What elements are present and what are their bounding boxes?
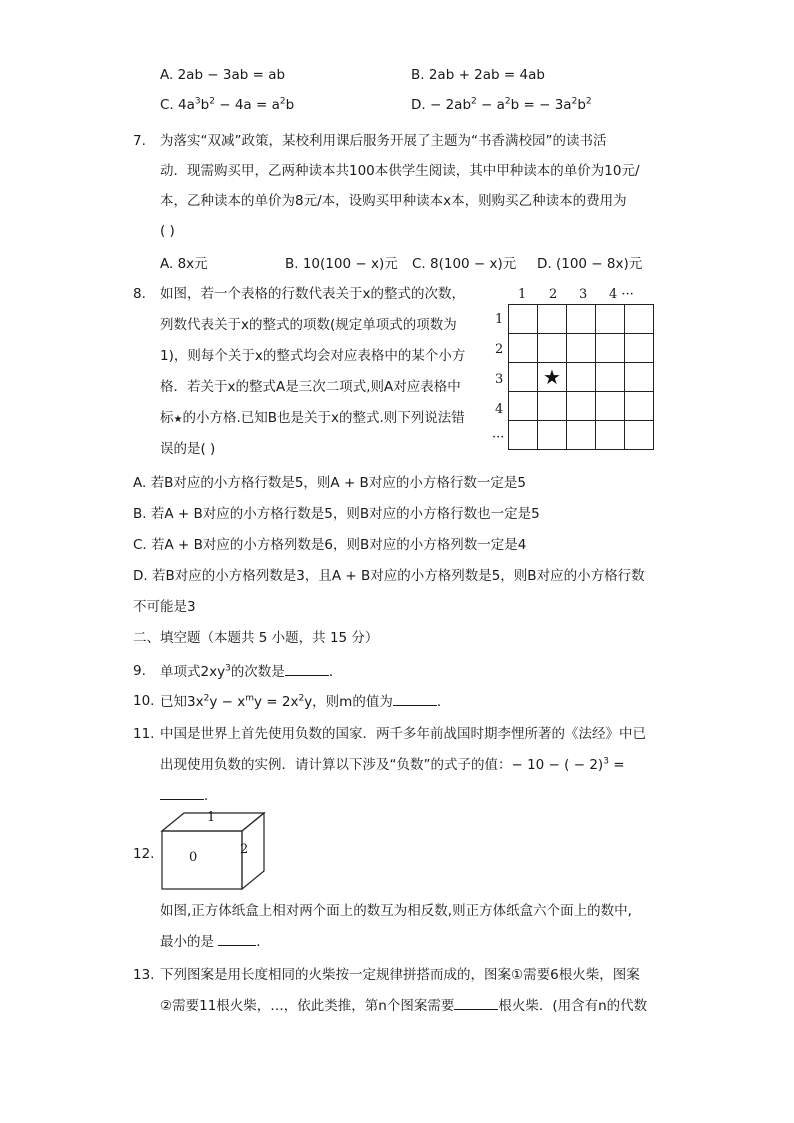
q9-number: 9. bbox=[133, 663, 146, 679]
q8-number: 8. bbox=[133, 286, 146, 302]
q7-option-c: C. 8(100 − x)元 bbox=[412, 256, 517, 272]
grid-cell bbox=[566, 362, 596, 392]
q12-line: 如图,正方体纸盒上相对两个面上的数互为相反数,则正方体纸盒六个面上的数中, bbox=[160, 903, 632, 919]
q8-option-c: C. 若A + B对应的小方格列数是6，则B对应的小方格列数一定是4 bbox=[133, 537, 527, 553]
q7-option-d: D. (100 − 8x)元 bbox=[537, 256, 643, 272]
grid-row-label: 1 bbox=[495, 312, 504, 327]
grid-cell bbox=[624, 391, 654, 421]
q11-line: 中国是世界上首先使用负数的国家．两千多年前战国时期李悝所著的《法经》中已 bbox=[160, 726, 646, 742]
grid-col-label: 3 bbox=[579, 287, 588, 302]
q7-answer-paren: ( ) bbox=[160, 223, 175, 239]
grid-cell bbox=[595, 420, 625, 450]
q8-option-d: D. 若B对应的小方格列数是3，且A + B对应的小方格列数是5，则B对应的小方格行数 bbox=[133, 568, 645, 584]
section-title: 二、填空题（本题共 5 小题，共 15 分） bbox=[133, 630, 379, 646]
q6-option-a: A. 2ab − 3ab = ab bbox=[160, 67, 286, 83]
grid-row-label: 2 bbox=[495, 342, 504, 357]
grid-col-label: 4 ··· bbox=[609, 287, 634, 302]
grid-cell bbox=[537, 420, 567, 450]
grid-cell bbox=[508, 391, 538, 421]
answer-blank bbox=[285, 662, 329, 676]
answer-blank bbox=[218, 932, 256, 946]
q6-option-d: D. − $2ab^2 - a^2b$ = − $3a^2b^2$ bbox=[411, 96, 592, 113]
small-star-icon: ★ bbox=[173, 414, 183, 425]
q8-option-d-cont: 不可能是3 bbox=[133, 599, 196, 615]
q9-text: 单项式$2xy^3$的次数是 ． bbox=[160, 663, 343, 680]
grid-cell bbox=[537, 304, 567, 334]
q8-line: 如图，若一个表格的行数代表关于x的整式的次数， bbox=[160, 286, 465, 302]
answer-blank bbox=[160, 786, 204, 800]
q6-option-b: B. 2ab + 2ab = 4ab bbox=[411, 67, 545, 83]
grid-cell bbox=[624, 362, 654, 392]
q7-option-a: A. 8x元 bbox=[160, 256, 208, 272]
q6-option-c: C. $4a^3b^2 - 4a = a^2b$ bbox=[160, 96, 295, 113]
q12-line: 最小的是 ． bbox=[160, 934, 270, 950]
q13-line: 下列图案是用长度相同的火柴按一定规律拼搭而成的，图案①需要6根火柴，图案 bbox=[160, 967, 640, 983]
grid-cell bbox=[508, 333, 538, 363]
q11-line: 出现使用负数的实例．请计算以下涉及“负数”的式子的值：− 10 − ( − 2)$^3$ = bbox=[160, 756, 625, 773]
grid-row-label: 4 bbox=[495, 402, 504, 417]
q10-text: 已知$3x^2y - x^my = 2x^2y$，则m的值为 ． bbox=[160, 693, 451, 710]
q12-number: 12. bbox=[133, 846, 155, 862]
q7-line: 本，乙种读本的单价为8元/本，设购买甲种读本x本，则购买乙种读本的费用为 bbox=[160, 193, 627, 209]
star-icon: ★ bbox=[543, 365, 561, 389]
grid-cell bbox=[595, 333, 625, 363]
grid-row-label: 3 bbox=[495, 372, 504, 387]
q8-line: 1)，则每个关于x的整式均会对应表格中的某个小方 bbox=[160, 348, 466, 364]
answer-blank bbox=[454, 996, 498, 1010]
q7-line: 动．现需购买甲，乙两种读本共100本供学生阅读，其中甲种读本的单价为10元/ bbox=[160, 163, 640, 179]
grid-cell bbox=[624, 333, 654, 363]
grid-cell bbox=[566, 304, 596, 334]
grid-cell bbox=[508, 362, 538, 392]
grid-cell bbox=[595, 304, 625, 334]
q8-line: 误的是( ) bbox=[160, 441, 216, 457]
grid-cell bbox=[624, 420, 654, 450]
q8-line: 标★的小方格.已知B也是关于x的整式.则下列说法错 bbox=[160, 410, 465, 426]
grid-cell bbox=[508, 304, 538, 334]
q8-option-b: B. 若A + B对应的小方格行数是5，则B对应的小方格行数也一定是5 bbox=[133, 506, 540, 522]
grid-cell bbox=[566, 333, 596, 363]
q8-line: 列数代表关于x的整式的项数(规定单项式的项数为 bbox=[160, 317, 457, 333]
q8-line: 格．若关于x的整式A是三次二项式,则A对应表格中 bbox=[160, 379, 461, 395]
grid-cell bbox=[537, 362, 567, 392]
q13-line: ②需要11根火柴，…，依此类推，第n个图案需要 根火柴．(用含有n的代数 bbox=[160, 998, 648, 1014]
grid-row-label: ··· bbox=[492, 430, 505, 445]
q10-number: 10. bbox=[133, 693, 155, 709]
cube-right-face: 2 bbox=[240, 842, 249, 857]
q7-line: 为落实“双减”政策，某校利用课后服务开展了主题为“书香满校园”的读书活 bbox=[160, 133, 607, 149]
q11-blank-line: ． bbox=[160, 786, 218, 805]
grid-cell bbox=[537, 333, 567, 363]
grid-cell bbox=[566, 420, 596, 450]
grid-cell bbox=[566, 391, 596, 421]
grid-col-label: 1 bbox=[518, 287, 527, 302]
q7-number: 7. bbox=[133, 133, 146, 149]
grid-cell bbox=[624, 304, 654, 334]
grid-col-label: 2 bbox=[549, 287, 558, 302]
answer-blank bbox=[393, 692, 437, 706]
grid-cell bbox=[595, 391, 625, 421]
grid-cell bbox=[537, 391, 567, 421]
cube-top-face: 1 bbox=[207, 810, 216, 825]
q7-option-b: B. 10(100 − x)元 bbox=[285, 256, 398, 272]
grid-cell bbox=[595, 362, 625, 392]
grid-cell bbox=[508, 420, 538, 450]
cube-front-face: 0 bbox=[189, 850, 198, 865]
q13-number: 13. bbox=[133, 967, 155, 983]
q8-option-a: A. 若B对应的小方格行数是5，则A + B对应的小方格行数一定是5 bbox=[133, 475, 526, 491]
q11-number: 11. bbox=[133, 726, 155, 742]
